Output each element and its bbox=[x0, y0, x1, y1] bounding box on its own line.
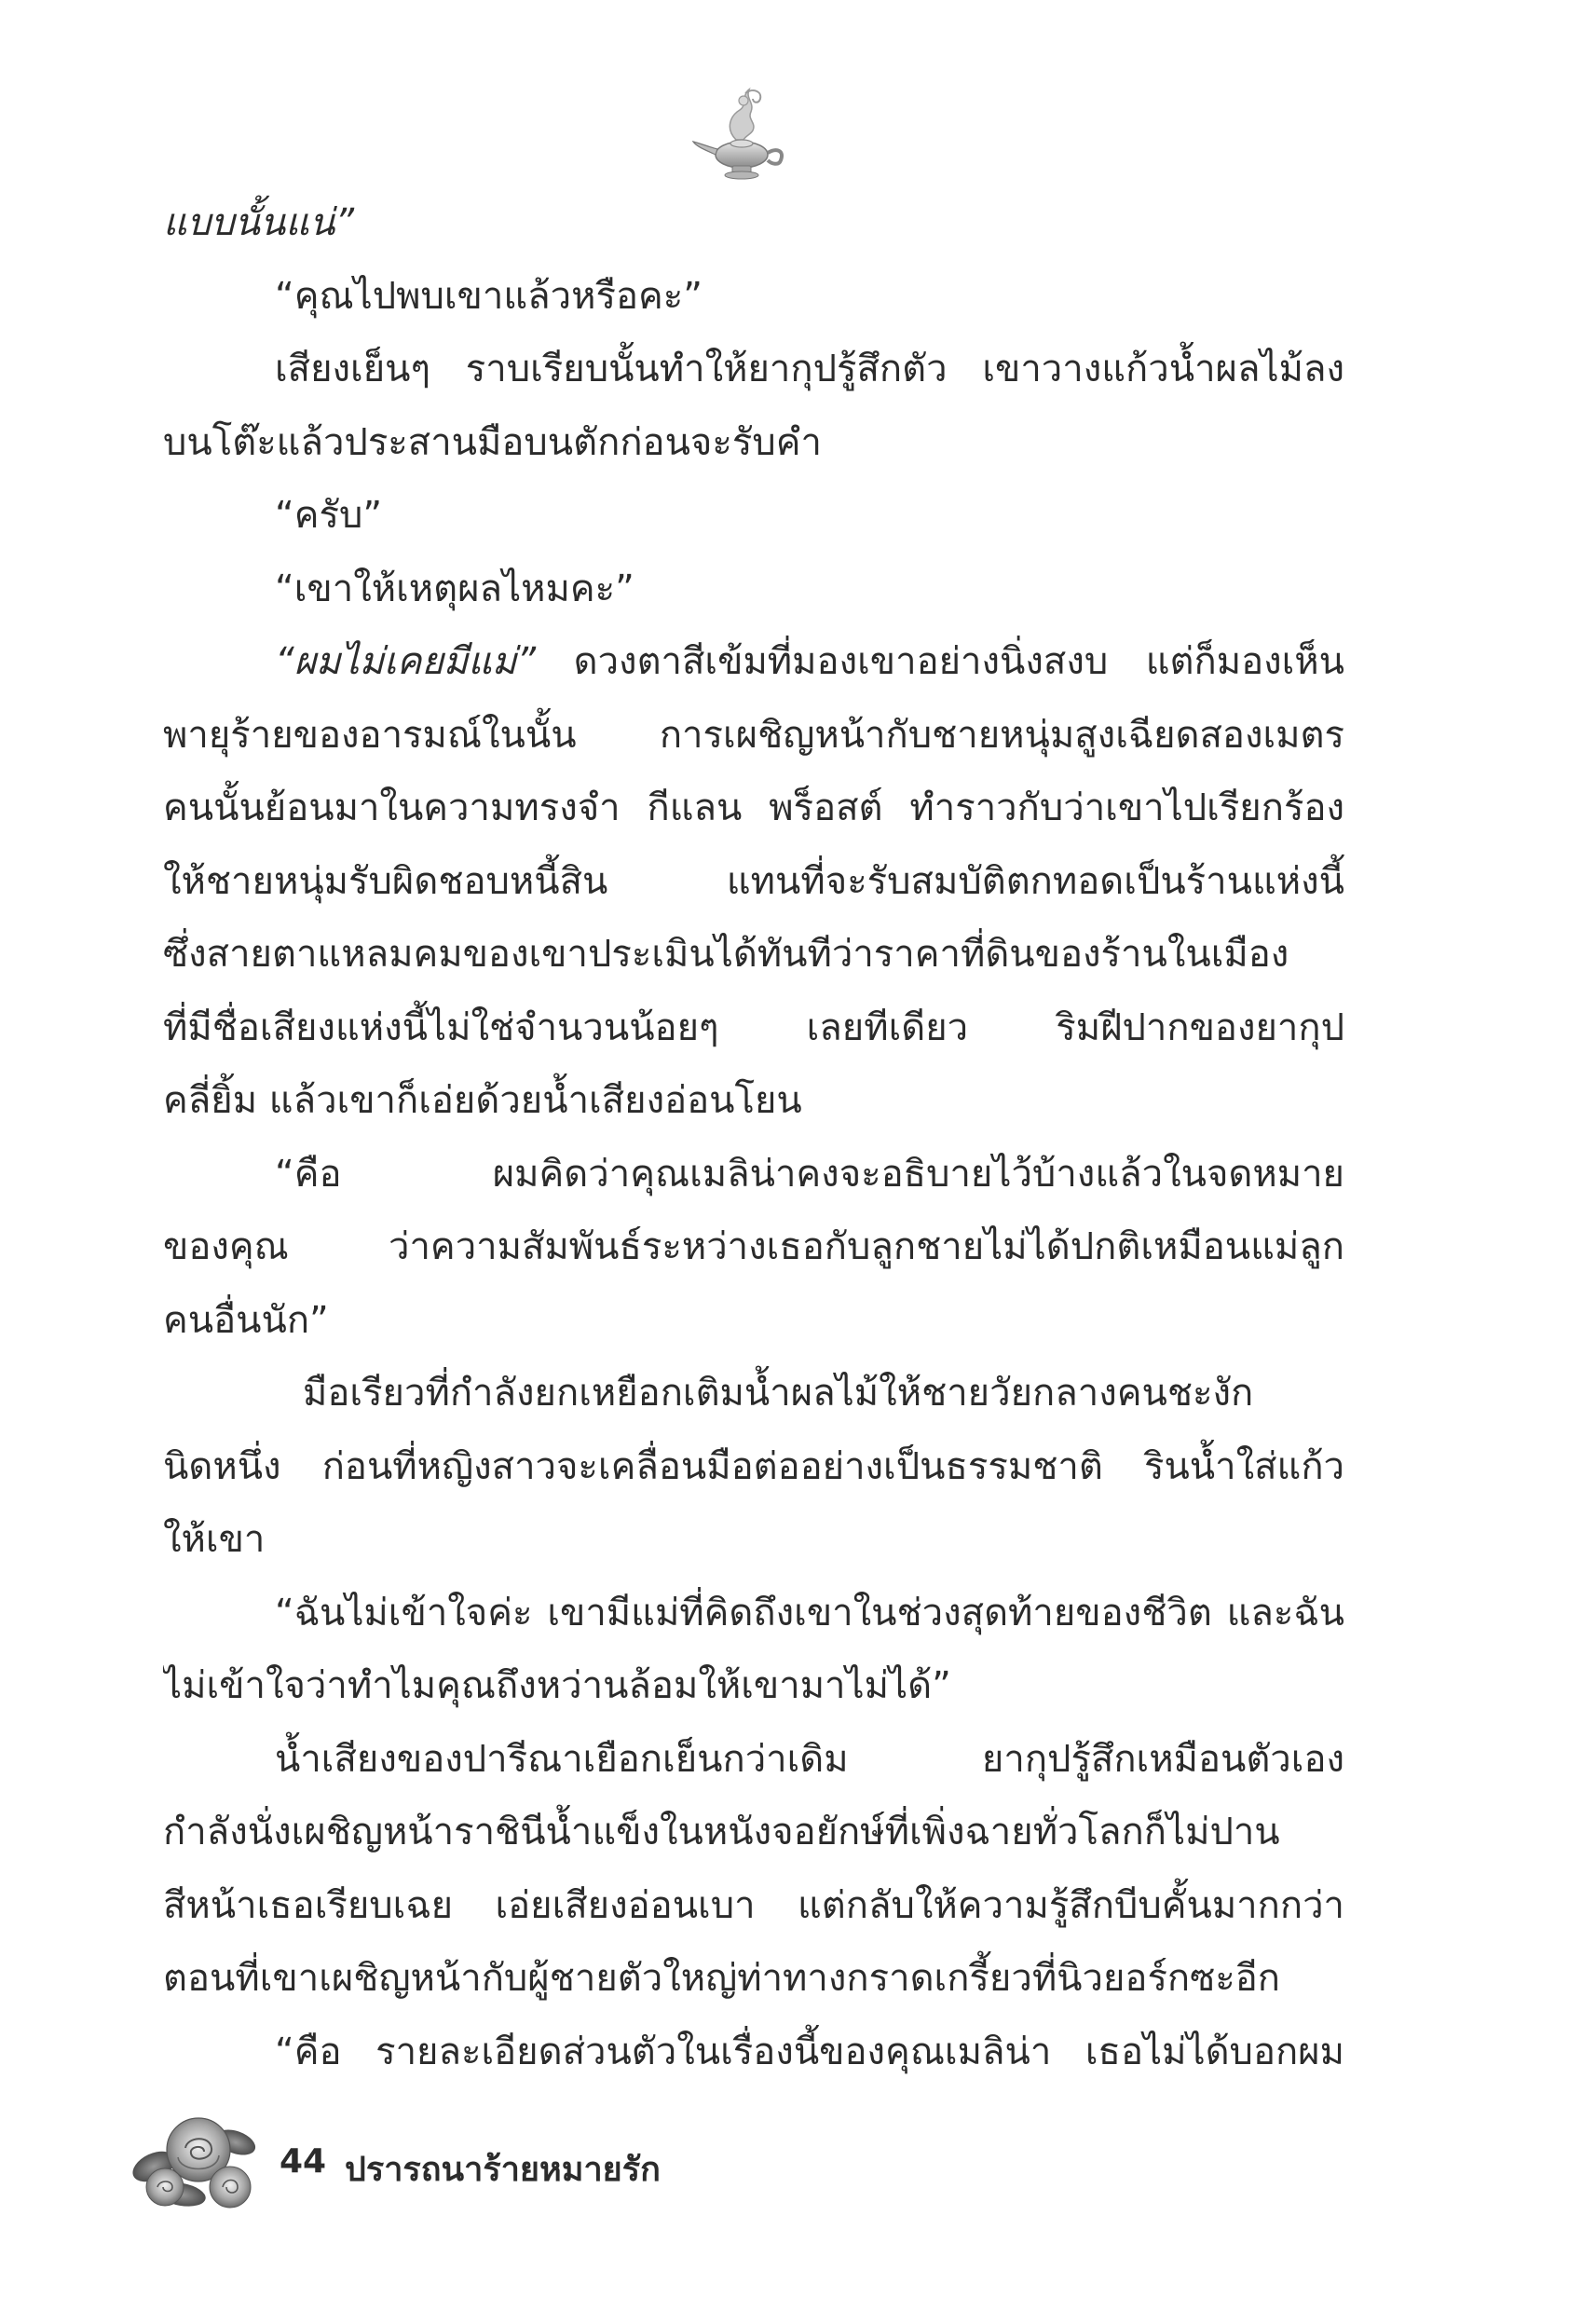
text-line bbox=[163, 2016, 1344, 2089]
text-line bbox=[163, 1138, 1344, 1211]
text-line bbox=[163, 918, 1344, 991]
text-line bbox=[163, 406, 1344, 480]
text-segment: บนโต๊ะแล้วประสานมือบนตักก่อนจะรับคำ bbox=[163, 420, 822, 464]
text-segment: “ครับ” bbox=[275, 494, 383, 537]
text-line bbox=[163, 845, 1344, 919]
text-segment: ที่มีชื่อเสียงแห่งนี้ไม่ใช่จำนวนน้อยๆ เลยทีเดียว ริมฝีปากของยากุป bbox=[163, 1005, 1344, 1049]
text-line bbox=[163, 1357, 1344, 1430]
text-line bbox=[163, 260, 1344, 334]
text-segment: น้ำเสียงของปารีณาเยือกเย็นกว่าเดิม ยากุปรู้สึกเหมือนตัวเอง bbox=[275, 1737, 1344, 1781]
text-segment: พายุร้ายของอารมณ์ในนั้น การเผชิญหน้ากับชายหนุ่มสูงเฉียดสองเมตร bbox=[163, 713, 1344, 757]
text-segment: ของคุณ ว่าความสัมพันธ์ระหว่างเธอกับลูกชายไม่ได้ปกติเหมือนแม่ลูก bbox=[163, 1225, 1344, 1268]
text-segment: เสียงเย็นๆ ราบเรียบนั้นทำให้ยากุปรู้สึกตัว เขาวางแก้วน้ำผลไม้ลง bbox=[275, 348, 1344, 390]
book-title: ปรารถนาร้ายหมายรัก bbox=[345, 2151, 661, 2189]
text-line bbox=[163, 1284, 1344, 1358]
text-segment: ดวงตาสีเข้มที่มองเขาอย่างนิ่งสงบ แต่ก็มองเห็น bbox=[536, 640, 1344, 683]
text-line bbox=[163, 1503, 1344, 1577]
text-line bbox=[163, 625, 1344, 699]
text-line bbox=[163, 1577, 1344, 1650]
text-line bbox=[163, 1942, 1344, 2016]
text-segment: “คือ ผมคิดว่าคุณเมลิน่าคงจะอธิบายไว้บ้างแล้วในจดหมาย bbox=[275, 1152, 1344, 1196]
text-line bbox=[163, 1430, 1344, 1504]
page-footer bbox=[126, 2101, 964, 2213]
text-line bbox=[163, 479, 1344, 553]
text-line bbox=[163, 699, 1344, 773]
text-segment: “เขาให้เหตุผลไหมคะ” bbox=[275, 567, 634, 610]
text-segment: สีหน้าเธอเรียบเฉย เอ่ยเสียงอ่อนเบา แต่กลับให้ความรู้สึกบีบคั้นมากกว่า bbox=[163, 1883, 1344, 1927]
text-segment: คนนั้นย้อนมาในความทรงจำ กีแลน พร็อสต์ ทำราวกับว่าเขาไปเรียกร้อง bbox=[163, 786, 1344, 829]
genie-lamp-icon bbox=[688, 82, 799, 194]
text-line bbox=[163, 772, 1344, 845]
text-line bbox=[163, 553, 1344, 626]
body-text bbox=[163, 186, 1344, 2088]
text-segment: “ฉันไม่เข้าใจค่ะ เขามีแม่ที่คิดถึงเขาในช่วงสุดท้ายของชีวิต และฉัน bbox=[275, 1591, 1344, 1634]
text-segment: คลี่ยิ้ม แล้วเขาก็เอ่ยด้วยน้ำเสียงอ่อนโยน bbox=[163, 1079, 802, 1122]
text-segment: ให้เขา bbox=[163, 1518, 266, 1561]
text-line bbox=[163, 991, 1344, 1065]
text-segment: นิดหนึ่ง ก่อนที่หญิงสาวจะเคลื่อนมือต่ออย่างเป็นธรรมชาติ รินน้ำใส่แก้ว bbox=[163, 1444, 1344, 1488]
text-segment: ให้ชายหนุ่มรับผิดชอบหนี้สิน แทนที่จะรับสมบัติตกทอดเป็นร้านแห่งนี้ bbox=[163, 859, 1344, 903]
page-number: 44 bbox=[280, 2142, 327, 2181]
text-line bbox=[163, 1869, 1344, 1943]
text-line bbox=[163, 333, 1344, 406]
text-segment: คนอื่นนัก” bbox=[163, 1298, 329, 1342]
text-segment: “คือ รายละเอียดส่วนตัวในเรื่องนี้ของคุณเมลิน่า เธอไม่ได้บอกผม bbox=[275, 2030, 1344, 2073]
text-segment: ไม่เข้าใจว่าทำไมคุณถึงหว่านล้อมให้เขามาไม่ได้” bbox=[163, 1664, 951, 1707]
text-line bbox=[163, 1796, 1344, 1869]
text-segment: มือเรียวที่กำลังยกเหยือกเติมน้ำผลไม้ให้ชายวัยกลางคนชะงัก bbox=[303, 1372, 1254, 1415]
text-line bbox=[163, 186, 1344, 260]
text-line bbox=[163, 1064, 1344, 1138]
text-segment: “คุณไปพบเขาแล้วหรือคะ” bbox=[275, 274, 703, 318]
text-line bbox=[163, 1723, 1344, 1797]
text-line bbox=[163, 1210, 1344, 1284]
text-segment: ตอนที่เขาเผชิญหน้ากับผู้ชายตัวใหญ่ท่าทางกราดเกรี้ยวที่นิวยอร์กซะอีก bbox=[163, 1957, 1281, 2000]
italic-text-segment: แบบนั้นแน่” bbox=[163, 201, 355, 244]
text-segment: ซึ่งสายตาแหลมคมของเขาประเมินได้ทันทีว่าราคาที่ดินของร้านในเมือง bbox=[163, 933, 1289, 976]
rose-bouquet-icon bbox=[126, 2101, 266, 2213]
text-line bbox=[163, 1649, 1344, 1723]
text-segment: กำลังนั่งเผชิญหน้าราชินีน้ำแข็งในหนังจอยักษ์ที่เพิ่งฉายทั่วโลกก็ไม่ปาน bbox=[163, 1811, 1280, 1853]
italic-text-segment: “ผมไม่เคยมีแม่” bbox=[275, 640, 537, 683]
